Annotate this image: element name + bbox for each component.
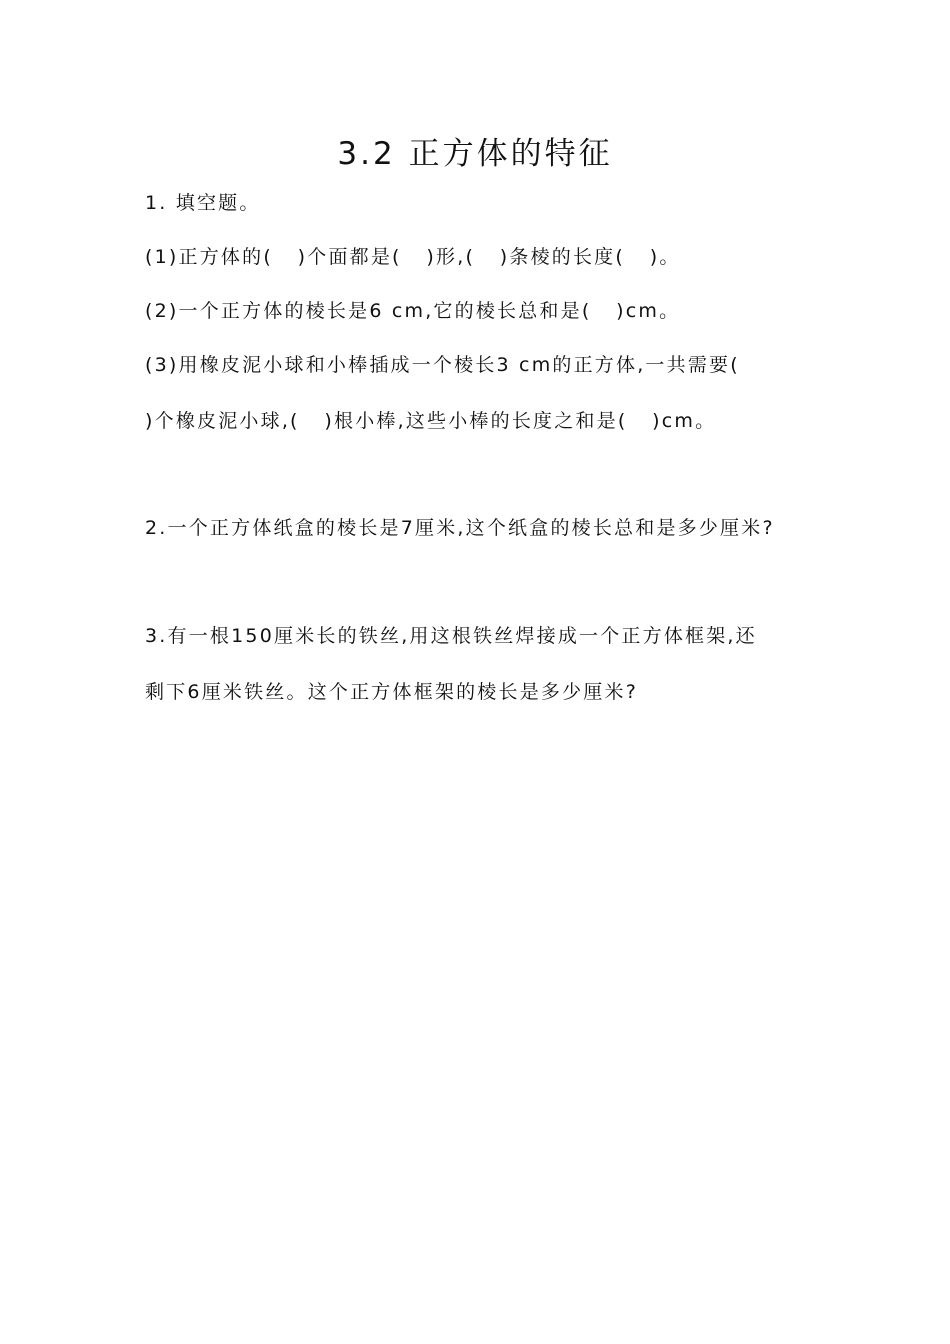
question-1-item-3-line-1: (3)用橡皮泥小球和小棒插成一个棱长3 cm的正方体,一共需要( (145, 354, 740, 376)
question-2: 2.一个正方体纸盒的棱长是7厘米,这个纸盒的棱长总和是多少厘米? (145, 517, 775, 539)
question-1-heading: 1. 填空题。 (145, 192, 261, 214)
page-title: 3.2 正方体的特征 (337, 136, 613, 172)
question-3-line-2: 剩下6厘米铁丝。这个正方体框架的棱长是多少厘米? (145, 681, 638, 703)
question-1-item-2: (2)一个正方体的棱长是6 cm,它的棱长总和是( )cm。 (145, 300, 681, 322)
question-1-item-3-line-2: )个橡皮泥小球,( )根小棒,这些小棒的长度之和是( )cm。 (145, 410, 717, 432)
question-1-item-1: (1)正方体的( )个面都是( )形,( )条棱的长度( )。 (145, 246, 681, 268)
question-3-line-1: 3.有一根150厘米长的铁丝,用这根铁丝焊接成一个正方体框架,还 (145, 625, 757, 647)
